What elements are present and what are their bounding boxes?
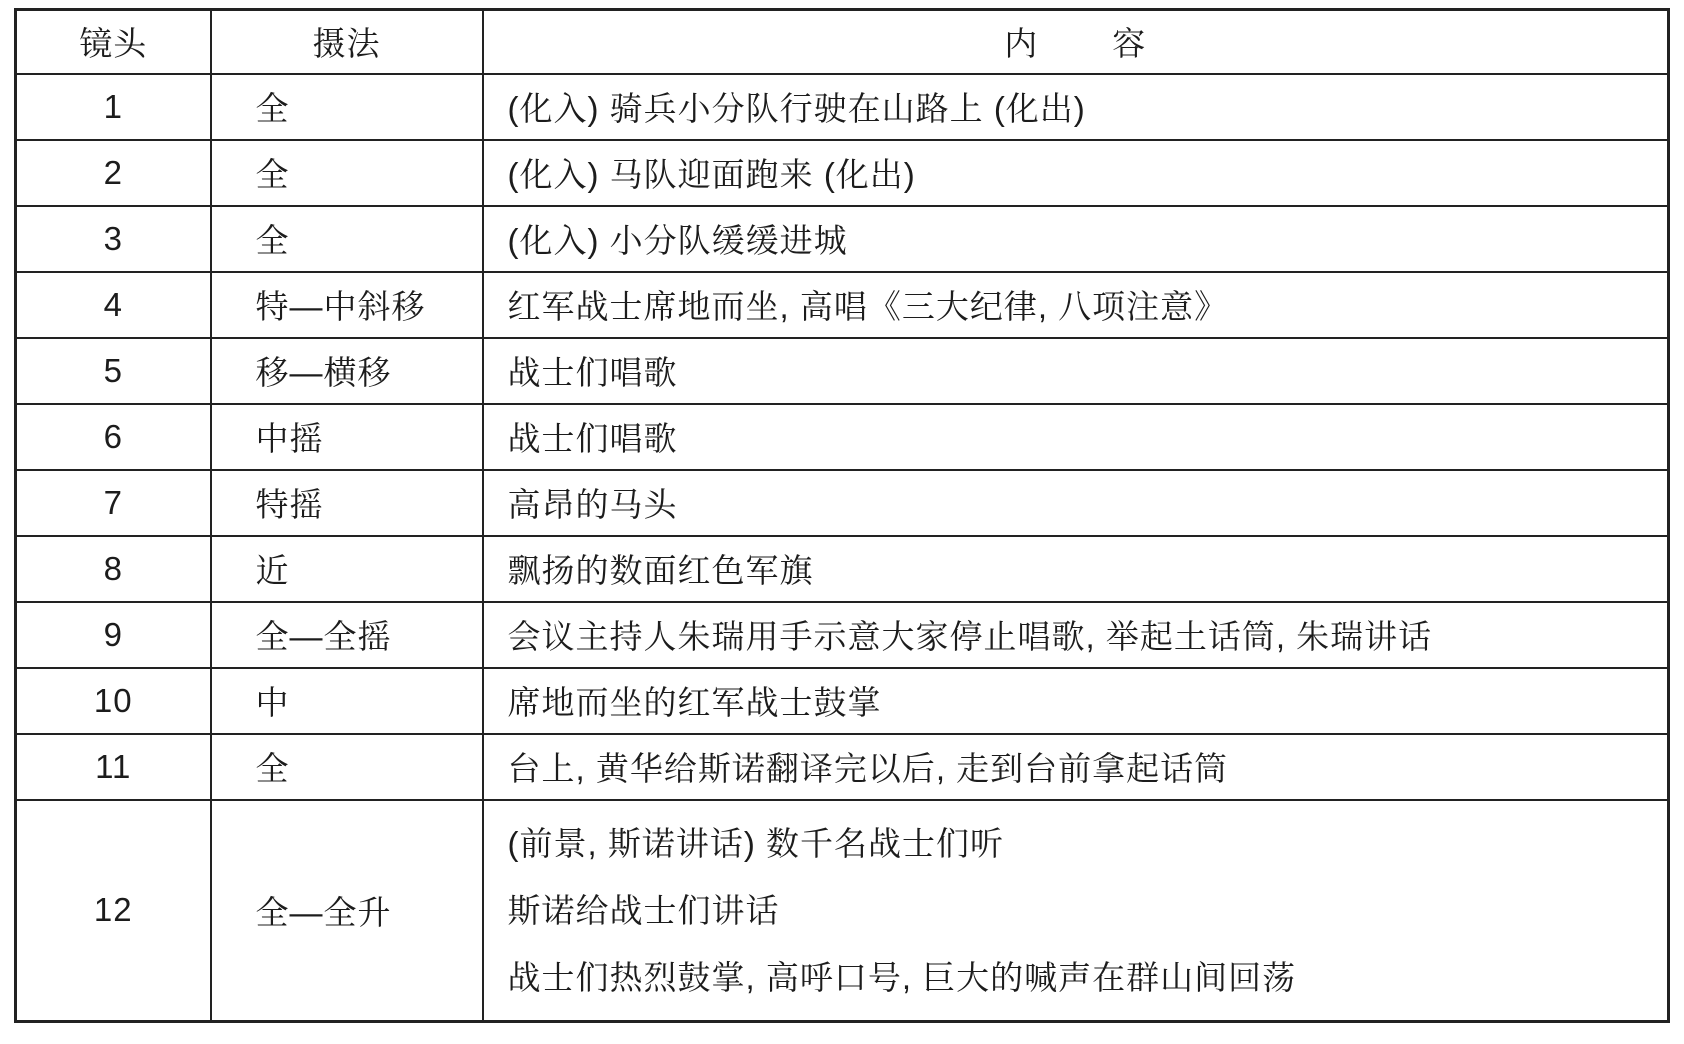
shot-list-table xyxy=(14,8,1670,1023)
camera-method: 全 xyxy=(211,140,483,206)
shot-number: 1 xyxy=(16,74,211,140)
header-content-char-2: 容 xyxy=(1112,25,1147,63)
shot-content: (化入) 小分队缓缓进城 xyxy=(483,206,1669,272)
shot-content: (化入) 骑兵小分队行驶在山路上 (化出) xyxy=(483,74,1669,140)
header-content-char-1: 内 xyxy=(1004,25,1039,63)
shot-content: 高昂的马头 xyxy=(483,470,1669,536)
shot-number: 5 xyxy=(16,338,211,404)
shot-content: 台上, 黄华给斯诺翻译完以后, 走到台前拿起话筒 xyxy=(483,734,1669,800)
table-row xyxy=(16,800,1669,1022)
camera-method: 中 xyxy=(211,668,483,734)
camera-method: 全—全升 xyxy=(211,800,483,1022)
table-row xyxy=(16,536,1669,602)
header-method: 摄法 xyxy=(211,10,483,74)
table-row xyxy=(16,272,1669,338)
shot-number: 6 xyxy=(16,404,211,470)
shot-number: 7 xyxy=(16,470,211,536)
table-row xyxy=(16,206,1669,272)
shot-content: 战士们唱歌 xyxy=(483,338,1669,404)
table-row xyxy=(16,338,1669,404)
shot-content-line: 战士们热烈鼓掌, 高呼口号, 巨大的喊声在群山间回荡 xyxy=(507,958,1297,996)
shot-content-line: 斯诺给战士们讲话 xyxy=(507,891,780,929)
camera-method: 移—横移 xyxy=(211,338,483,404)
camera-method: 近 xyxy=(211,536,483,602)
table-row xyxy=(16,602,1669,668)
camera-method: 全 xyxy=(211,734,483,800)
shot-content xyxy=(483,800,1669,1022)
shot-content: 战士们唱歌 xyxy=(483,404,1669,470)
shot-content: 会议主持人朱瑞用手示意大家停止唱歌, 举起土话筒, 朱瑞讲话 xyxy=(483,602,1669,668)
table-row xyxy=(16,74,1669,140)
shot-content: 席地而坐的红军战士鼓掌 xyxy=(483,668,1669,734)
shot-number: 8 xyxy=(16,536,211,602)
shot-number: 11 xyxy=(16,734,211,800)
shot-number: 3 xyxy=(16,206,211,272)
shot-number: 12 xyxy=(16,800,211,1022)
table-header-row xyxy=(16,10,1669,74)
camera-method: 全 xyxy=(211,74,483,140)
shot-content: 飘扬的数面红色军旗 xyxy=(483,536,1669,602)
table-row xyxy=(16,140,1669,206)
camera-method: 全 xyxy=(211,206,483,272)
camera-method: 特摇 xyxy=(211,470,483,536)
shot-number: 2 xyxy=(16,140,211,206)
table-row xyxy=(16,734,1669,800)
table-row xyxy=(16,470,1669,536)
camera-method: 全—全摇 xyxy=(211,602,483,668)
table-row xyxy=(16,668,1669,734)
camera-method: 中摇 xyxy=(211,404,483,470)
shot-number: 4 xyxy=(16,272,211,338)
header-content xyxy=(483,10,1669,74)
shot-number: 10 xyxy=(16,668,211,734)
table-row xyxy=(16,404,1669,470)
shot-number: 9 xyxy=(16,602,211,668)
shot-content: 红军战士席地而坐, 高唱《三大纪律, 八项注意》 xyxy=(483,272,1669,338)
camera-method: 特—中斜移 xyxy=(211,272,483,338)
shot-content-line: (前景, 斯诺讲话) 数千名战士们听 xyxy=(507,824,1004,862)
header-shot: 镜头 xyxy=(16,10,211,74)
shot-content: (化入) 马队迎面跑来 (化出) xyxy=(483,140,1669,206)
